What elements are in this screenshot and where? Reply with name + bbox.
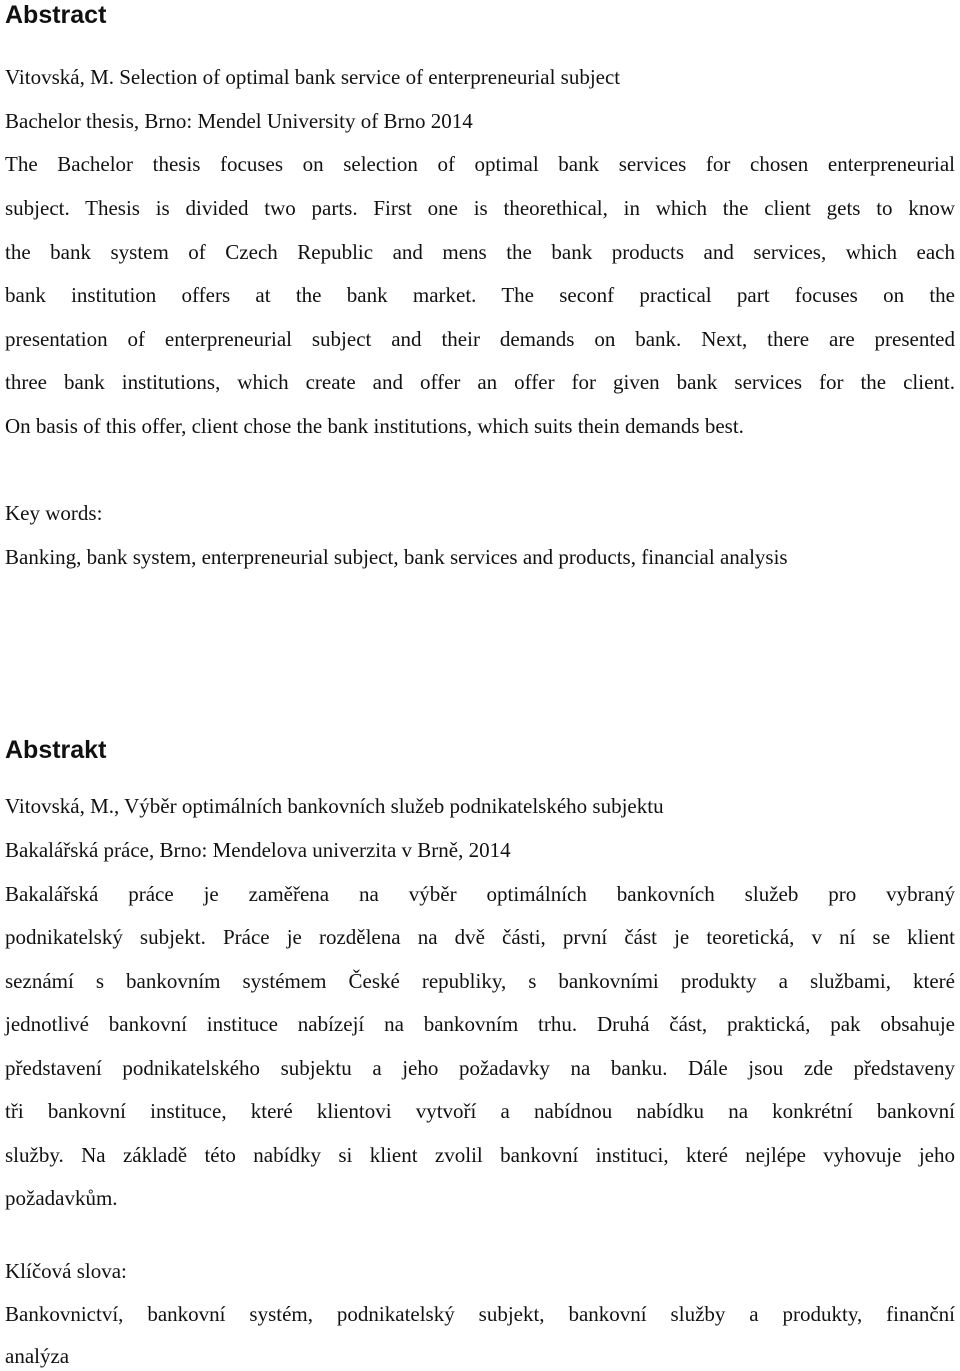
abstract-body-line: The Bachelor thesis focuses on selection of optimal bank services for chosen enterpreneurial: [5, 152, 955, 176]
keywords-label-cz: Klíčová slova:: [5, 1259, 127, 1283]
abstract-body-line: presentation of enterpreneurial subject and their demands on bank. Next, there are presented: [5, 327, 955, 351]
thesis-info-line: Bachelor thesis, Brno: Mendel University of Brno 2014: [5, 109, 473, 133]
keywords-label: Key words:: [5, 501, 103, 525]
abstract-heading: Abstract: [5, 1, 107, 29]
abstrakt-body-line: podnikatelský subjekt. Práce je rozdělena na dvě části, první část je teoretická, v ní se klient: [5, 925, 955, 949]
abstrakt-body-line: služby. Na základě této nabídky si klient zvolil bankovní instituci, které nejlépe vyhovuje jeho: [5, 1143, 955, 1167]
abstract-body-line: bank institution offers at the bank market. The seconf practical part focuses on the: [5, 283, 955, 307]
abstrakt-body-line: představení podnikatelského subjektu a jeho požadavky na banku. Dále jsou zde představeny: [5, 1056, 955, 1080]
abstrakt-body-line: jednotlivé bankovní instituce nabízejí na bankovním trhu. Druhá část, praktická, pak obsahuje: [5, 1012, 955, 1036]
abstrakt-body-line: tři bankovní instituce, které klientovi vytvoří a nabídnou nabídku na konkrétní bankovní: [5, 1099, 955, 1123]
thesis-info-line-cz: Bakalářská práce, Brno: Mendelova univerzita v Brně, 2014: [5, 838, 511, 862]
abstrakt-body-line: Bakalářská práce je zaměřena na výběr optimálních bankovních služeb pro vybraný: [5, 882, 955, 906]
author-title-line-cz: Vitovská, M., Výběr optimálních bankovních služeb podnikatelského subjektu: [5, 794, 664, 818]
abstract-body-line: the bank system of Czech Republic and mens the bank products and services, which each: [5, 240, 955, 264]
abstrakt-heading: Abstrakt: [5, 736, 107, 764]
abstract-body-line: On basis of this offer, client chose the bank institutions, which suits thein demands best.: [5, 414, 744, 438]
abstrakt-body-line: seznámí s bankovním systémem České republiky, s bankovními produkty a službami, které: [5, 969, 955, 993]
keywords-text: Banking, bank system, enterpreneurial subject, bank services and products, financial analysis: [5, 545, 788, 569]
keywords-text-cz: Bankovnictví, bankovní systém, podnikatelský subjekt, bankovní služby a produkty, finanční: [5, 1302, 955, 1326]
abstrakt-body-line: požadavkům.: [5, 1186, 118, 1210]
abstract-body-line: three bank institutions, which create and offer an offer for given bank services for the client.: [5, 370, 955, 394]
keywords-text-cz: analýza: [5, 1344, 70, 1368]
abstract-body-line: subject. Thesis is divided two parts. First one is theorethical, in which the client gets to know: [5, 196, 955, 220]
author-title-line: Vitovská, M. Selection of optimal bank service of enterpreneurial subject: [5, 65, 621, 89]
